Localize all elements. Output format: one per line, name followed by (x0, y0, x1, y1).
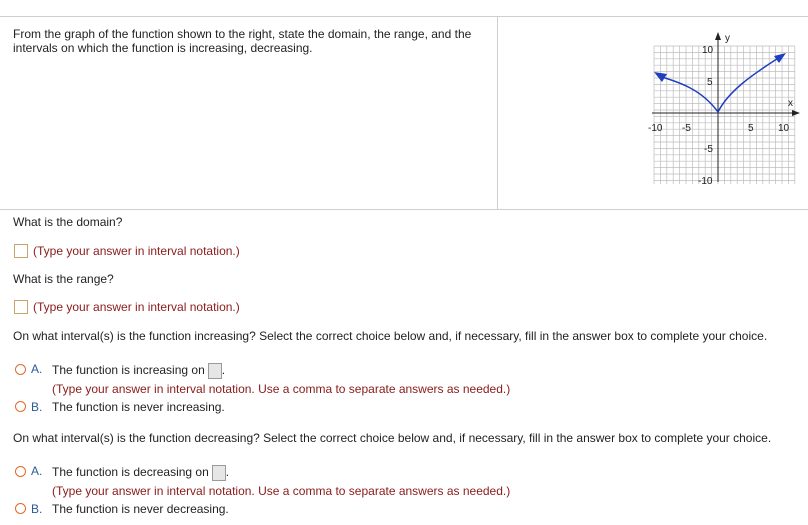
question-text (13, 27, 493, 55)
y-tick-neg10: -10 (698, 176, 713, 184)
function-graph (640, 32, 800, 184)
x-tick-neg5: -5 (682, 123, 691, 134)
decreasing-option-b-text: The function is never decreasing. (52, 502, 229, 516)
increasing-prompt: On what interval(s) is the function increasing? Select the correct choice below and, if necessary, fill in the answer box to complete your choice. (13, 329, 768, 343)
panel-divider (497, 16, 498, 209)
x-tick-neg10: -10 (648, 123, 663, 134)
decreasing-option-a: The function is decreasing on . (52, 465, 230, 480)
domain-hint: (Type your answer in interval notation.) (33, 244, 240, 258)
section-divider (0, 209, 808, 210)
x-tick-5: 5 (748, 123, 754, 134)
increasing-option-a-letter: A. (31, 362, 43, 376)
increasing-option-b-letter: B. (31, 400, 43, 414)
graph-grid (654, 46, 795, 184)
increasing-option-a-text: The function is increasing on (52, 363, 205, 378)
y-tick-10: 10 (702, 45, 714, 56)
question-line-2: intervals on which the function is increasing, decreasing. (13, 41, 313, 55)
decreasing-option-b-radio[interactable] (15, 503, 26, 514)
range-answer-box[interactable] (14, 300, 28, 314)
x-axis-arrow (792, 110, 800, 116)
top-divider (0, 16, 808, 17)
decreasing-answer-box[interactable] (212, 465, 226, 481)
decreasing-prompt: On what interval(s) is the function decreasing? Select the correct choice below and, if necessary, fill in the answer box to complete your choice. (13, 431, 772, 445)
increasing-option-a: The function is increasing on . (52, 363, 226, 378)
y-tick-5: 5 (707, 77, 713, 88)
x-axis-label: x (788, 98, 793, 109)
increasing-option-a-hint: (Type your answer in interval notation. Use a comma to separate answers as needed.) (52, 382, 511, 396)
y-axis-arrow (715, 32, 721, 40)
increasing-option-b-radio[interactable] (15, 401, 26, 412)
range-prompt: What is the range? (13, 272, 114, 286)
decreasing-option-a-text: The function is decreasing on (52, 465, 209, 480)
domain-prompt: What is the domain? (13, 215, 123, 229)
increasing-option-b-text: The function is never increasing. (52, 400, 225, 414)
decreasing-option-a-letter: A. (31, 464, 43, 478)
decreasing-option-a-radio[interactable] (15, 466, 26, 477)
range-hint: (Type your answer in interval notation.) (33, 300, 240, 314)
decreasing-option-a-hint: (Type your answer in interval notation. Use a comma to separate answers as needed.) (52, 484, 511, 498)
increasing-option-a-radio[interactable] (15, 364, 26, 375)
question-line-1: From the graph of the function shown to the right, state the domain, the range, and the (13, 27, 472, 41)
increasing-answer-box[interactable] (208, 363, 222, 379)
y-tick-neg5: -5 (704, 144, 713, 155)
decreasing-option-b-letter: B. (31, 502, 43, 516)
y-axis-label: y (725, 33, 730, 44)
x-tick-10: 10 (778, 123, 790, 134)
graph-svg (640, 32, 800, 184)
domain-answer-box[interactable] (14, 244, 28, 258)
